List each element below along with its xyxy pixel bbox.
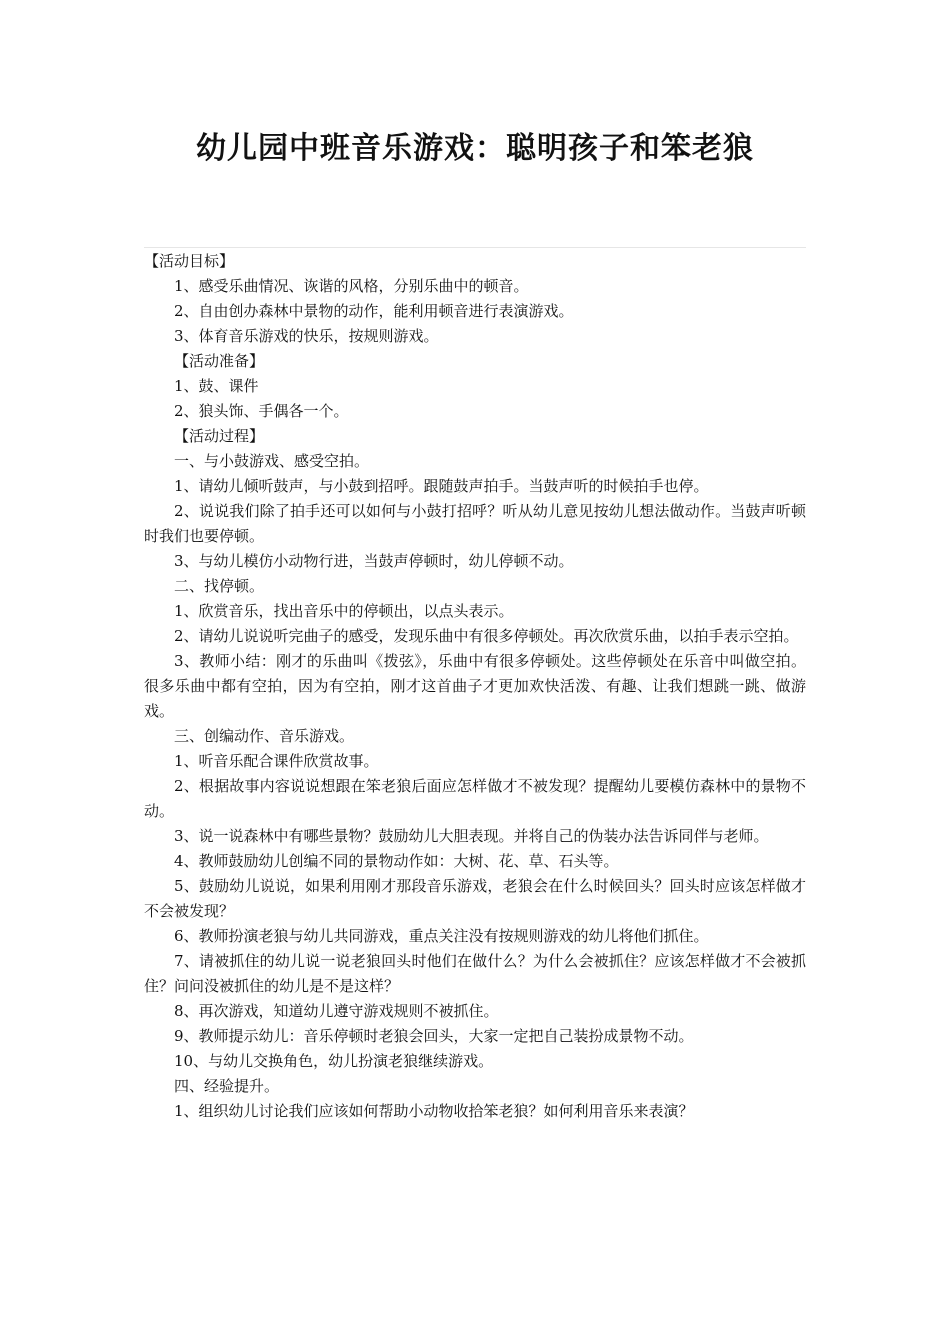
paragraph: 1、鼓、课件: [174, 377, 259, 395]
step-heading: 一、与小鼓游戏、感受空拍。: [174, 452, 370, 470]
paragraph: 9、教师提示幼儿：音乐停顿时老狼会回头，大家一定把自己装扮成景物不动。: [174, 1027, 694, 1045]
paragraph: 3、说一说森林中有哪些景物？鼓励幼儿大胆表现。并将自己的伪装办法告诉同伴与老师。: [174, 827, 769, 845]
paragraph: 2、根据故事内容说说想跟在笨老狼后面应怎样做才不被发现？提醒幼儿要模仿森林中的景物不动。: [144, 777, 806, 820]
step-heading: 三、创编动作、音乐游戏。: [174, 727, 355, 745]
paragraph: 10、与幼儿交换角色，幼儿扮演老狼继续游戏。: [174, 1052, 494, 1070]
paragraph: 1、听音乐配合课件欣赏故事。: [174, 752, 379, 770]
title-divider: [144, 247, 806, 248]
paragraph: 6、教师扮演老狼与幼儿共同游戏，重点关注没有按规则游戏的幼儿将他们抓住。: [174, 927, 709, 945]
paragraph: 2、请幼儿说说听完曲子的感受，发现乐曲中有很多停顿处。再次欣赏乐曲，以拍手表示空拍。: [174, 627, 799, 645]
paragraph: 2、狼头饰、手偶各一个。: [174, 402, 349, 420]
step-heading: 四、经验提升。: [174, 1077, 280, 1095]
document-body: [144, 249, 806, 1124]
paragraph: 4、教师鼓励幼儿创编不同的景物动作如：大树、花、草、石头等。: [174, 852, 619, 870]
paragraph: 7、请被抓住的幼儿说一说老狼回头时他们在做什么？为什么会被抓住？应该怎样做才不会被抓住？问问没被抓住的幼儿是不是这样？: [144, 952, 806, 995]
step-heading: 二、找停顿。: [174, 577, 265, 595]
paragraph: 3、与幼儿模仿小动物行进，当鼓声停顿时，幼儿停顿不动。: [174, 552, 574, 570]
paragraph: 3、教师小结：刚才的乐曲叫《拨弦》，乐曲中有很多停顿处。这些停顿处在乐音中叫做空拍。很多乐曲中都有空拍，因为有空拍，刚才这首曲子才更加欢快活泼、有趣、让我们想跳一跳、做游戏。: [144, 652, 806, 720]
paragraph: 1、欣赏音乐，找出音乐中的停顿出，以点头表示。: [174, 602, 514, 620]
paragraph: 2、自由创办森林中景物的动作，能利用顿音进行表演游戏。: [174, 302, 574, 320]
section-heading-preparation: 【活动准备】: [174, 352, 265, 370]
paragraph: 1、请幼儿倾听鼓声，与小鼓到招呼。跟随鼓声拍手。当鼓声听的时候拍手也停。: [174, 477, 709, 495]
paragraph: 1、组织幼儿讨论我们应该如何帮助小动物收拾笨老狼？如何利用音乐来表演？: [174, 1102, 694, 1120]
paragraph: 5、鼓励幼儿说说，如果利用刚才那段音乐游戏，老狼会在什么时候回头？回头时应该怎样做才不会被发现？: [144, 877, 806, 920]
paragraph: 1、感受乐曲情况、诙谐的风格，分别乐曲中的顿音。: [174, 277, 529, 295]
section-heading-process: 【活动过程】: [174, 427, 265, 445]
document-title: 幼儿园中班音乐游戏：聪明孩子和笨老狼: [196, 131, 754, 166]
paragraph: 2、说说我们除了拍手还可以如何与小鼓打招呼？听从幼儿意见按幼儿想法做动作。当鼓声听顿时我们也要停顿。: [144, 502, 806, 545]
paragraph: 8、再次游戏，知道幼儿遵守游戏规则不被抓住。: [174, 1002, 499, 1020]
paragraph: 3、体育音乐游戏的快乐，按规则游戏。: [174, 327, 439, 345]
section-heading-goals: 【活动目标】: [144, 252, 235, 270]
